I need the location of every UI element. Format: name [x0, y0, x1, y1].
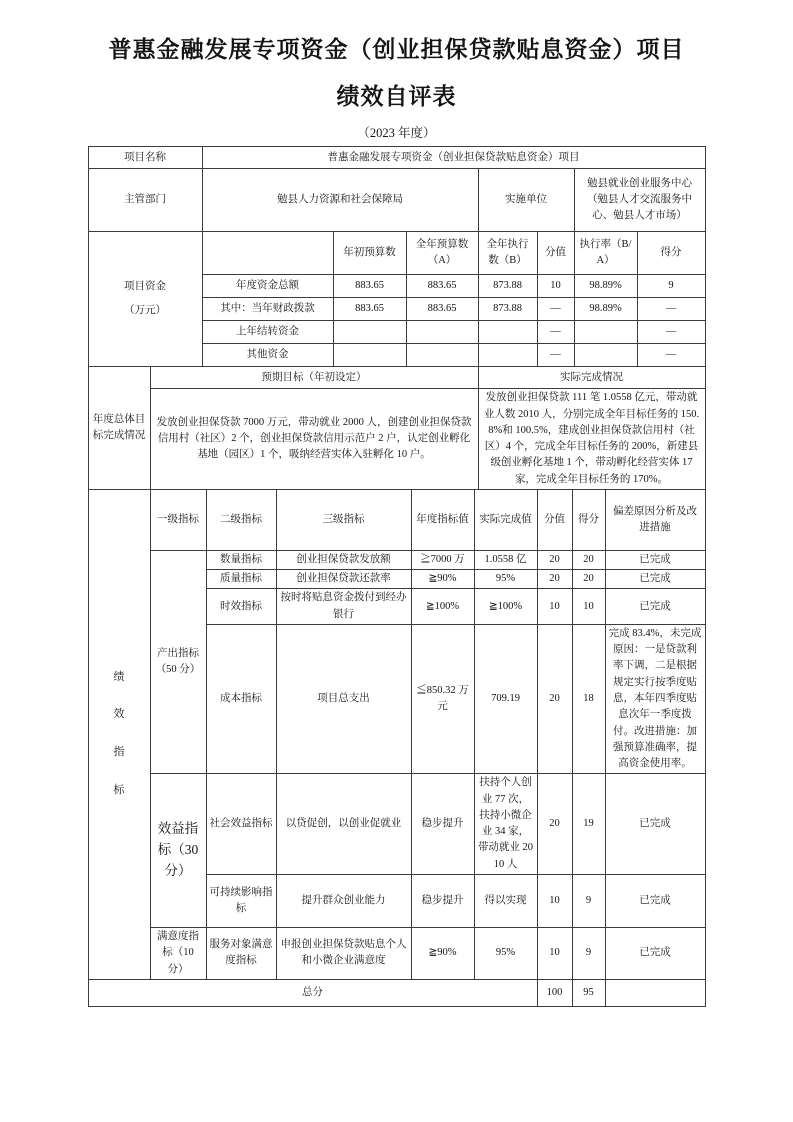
indicator-target: ≧100%	[411, 589, 474, 625]
fund-row-rate	[574, 344, 637, 367]
indicator-l3: 按时将贴息资金拨付到经办银行	[276, 589, 411, 625]
header-target: 年度指标值	[411, 489, 474, 550]
funds-label-line2: （万元）	[124, 305, 166, 317]
indicator-l3: 项目总支出	[276, 624, 411, 773]
header-level1: 一级指标	[150, 489, 206, 550]
indicator-deviation: 已完成	[605, 550, 705, 569]
project-name-label: 项目名称	[88, 147, 202, 169]
header-level3: 三级指标	[276, 489, 411, 550]
title-line-2: 绩效自评表	[336, 84, 457, 110]
indicator-score-value: 10	[537, 874, 572, 927]
indicator-target: ≧90%	[411, 927, 474, 979]
indicator-deviation: 已完成	[605, 874, 705, 927]
funds-header-exec: 全年执行数（B）	[478, 232, 537, 275]
impl-unit-value: 勉县就业创业服务中心（勉县人才交流服务中心、勉县人才市场）	[574, 169, 705, 232]
fund-row-exec: 873.88	[478, 275, 537, 298]
indicator-deviation: 已完成	[605, 570, 705, 589]
fund-row-full: 883.65	[406, 275, 478, 298]
indicator-l2: 社会效益指标	[206, 774, 276, 875]
fund-row-score-value: —	[537, 321, 574, 344]
indicator-l2: 时效指标	[206, 589, 276, 625]
indicator-l2: 数量指标	[206, 550, 276, 569]
fund-row-full	[406, 321, 478, 344]
indicator-l3: 创业担保贷款发放额	[276, 550, 411, 569]
indicator-score: 9	[572, 874, 605, 927]
table-row	[88, 774, 705, 875]
indicator-target: ≧7000 万	[411, 550, 474, 569]
total-score-value: 100	[537, 979, 572, 1006]
indicator-actual: ≧100%	[474, 589, 537, 625]
header-score-value: 分值	[537, 489, 572, 550]
fund-row-score: —	[637, 344, 705, 367]
total-deviation-blank	[605, 979, 705, 1006]
indicator-score: 9	[572, 927, 605, 979]
annual-goal-label: 年度总体目标完成情况	[88, 367, 150, 490]
indicator-deviation: 已完成	[605, 589, 705, 625]
header-level2: 二级指标	[206, 489, 276, 550]
title-line-1: 普惠金融发展专项资金（创业担保贷款贴息资金）项目	[108, 37, 685, 62]
perf-indicators-label: 绩效指标	[88, 489, 150, 979]
fund-row-exec: 873.88	[478, 298, 537, 321]
fund-row-name: 年度资金总额	[202, 275, 333, 298]
funds-header-score-value: 分值	[537, 232, 574, 275]
fund-row-rate: 98.89%	[574, 275, 637, 298]
funds-header-begin: 年初预算数	[333, 232, 406, 275]
fund-row-score-value: —	[537, 344, 574, 367]
dept-value: 勉县人力资源和社会保障局	[202, 169, 478, 232]
indicator-actual: 709.19	[474, 624, 537, 773]
indicator-l2: 质量指标	[206, 570, 276, 589]
indicator-score: 20	[572, 570, 605, 589]
indicator-score: 18	[572, 624, 605, 773]
fund-row-full	[406, 344, 478, 367]
annual-goal-table	[88, 366, 706, 490]
fund-row-exec	[478, 344, 537, 367]
indicator-target: 稳步提升	[411, 774, 474, 875]
indicator-l3: 申报创业担保贷款贴息个人和小微企业满意度	[276, 927, 411, 979]
indicator-score-value: 10	[537, 927, 572, 979]
expected-goal-header: 预期目标（年初设定）	[150, 367, 478, 389]
fund-row-rate	[574, 321, 637, 344]
fund-row-begin: 883.65	[333, 298, 406, 321]
fund-row-score-value: —	[537, 298, 574, 321]
fund-row-begin	[333, 344, 406, 367]
year-label: （2023 年度）	[357, 126, 436, 141]
fund-row-score: 9	[637, 275, 705, 298]
indicator-score-value: 10	[537, 589, 572, 625]
performance-indicators-table	[88, 489, 706, 1007]
indicator-l2: 成本指标	[206, 624, 276, 773]
fund-row-name: 其中：当年财政拨款	[202, 298, 333, 321]
indicator-actual: 95%	[474, 570, 537, 589]
indicator-l2: 服务对象满意度指标	[206, 927, 276, 979]
actual-result-header: 实际完成情况	[478, 367, 705, 389]
table-row	[88, 927, 705, 979]
fund-row-begin: 883.65	[333, 275, 406, 298]
indicator-actual: 扶持个人创业 77 次，扶持小微企业 34 家，带动就业 2010 人	[474, 774, 537, 875]
project-info-funds-table	[88, 146, 706, 367]
fund-row-score: —	[637, 298, 705, 321]
table-row	[88, 550, 705, 569]
indicator-deviation: 已完成	[605, 927, 705, 979]
fund-row-begin	[333, 321, 406, 344]
fund-row-score: —	[637, 321, 705, 344]
indicator-score-value: 20	[537, 550, 572, 569]
level1-output: 产出指标（50 分）	[150, 550, 206, 773]
fund-row-rate: 98.89%	[574, 298, 637, 321]
indicator-score: 19	[572, 774, 605, 875]
indicator-actual: 1.0558 亿	[474, 550, 537, 569]
indicator-target: 稳步提升	[411, 874, 474, 927]
indicator-deviation: 已完成	[605, 774, 705, 875]
header-score: 得分	[572, 489, 605, 550]
project-name-value: 普惠金融发展专项资金（创业担保贷款贴息资金）项目	[202, 147, 705, 169]
document-title	[40, 26, 753, 120]
indicator-score-value: 20	[537, 774, 572, 875]
indicator-score-value: 20	[537, 570, 572, 589]
indicator-score: 10	[572, 589, 605, 625]
header-deviation: 偏差原因分析及改进措施	[605, 489, 705, 550]
fund-row-name: 其他资金	[202, 344, 333, 367]
actual-result-text: 发放创业担保贷款 111 笔 1.0558 亿元，带动就业人数 2010 人，分别完成全年目标任务的 150.8%和 100.5%，建成创业担保贷款信用村（社区）4 个，完成全年目标任务的 200%，新建县级创业孵化基地 1 个，带动孵化经营实体 17 家，完成全年目标任务的 170%。	[478, 389, 705, 490]
funds-label-line1: 项目资金	[124, 281, 166, 293]
funds-section-label	[88, 232, 202, 367]
indicator-score-value: 20	[537, 624, 572, 773]
indicator-target: ≧90%	[411, 570, 474, 589]
total-score: 95	[572, 979, 605, 1006]
total-row	[88, 979, 705, 1006]
funds-header-score: 得分	[637, 232, 705, 275]
fund-row-score-value: 10	[537, 275, 574, 298]
level1-benefit: 效益指标（30 分）	[150, 774, 206, 928]
fund-row-exec	[478, 321, 537, 344]
fund-row-name: 上年结转资金	[202, 321, 333, 344]
indicator-l3: 以贷促创，以创业促就业	[276, 774, 411, 875]
indicator-l2: 可持续影响指标	[206, 874, 276, 927]
funds-corner-blank	[202, 232, 333, 275]
level1-satisfaction: 满意度指标（10 分）	[150, 927, 206, 979]
indicator-score: 20	[572, 550, 605, 569]
indicator-actual: 95%	[474, 927, 537, 979]
indicator-deviation: 完成 83.4%，未完成原因：一是贷款利率下调，二是根据规定实行按季度贴息，本年四季度贴息次年一季度拨付。改进措施：加强预算准确率，提高资金使用率。	[605, 624, 705, 773]
indicator-l3: 创业担保贷款还款率	[276, 570, 411, 589]
funds-header-rate: 执行率（B/A）	[574, 232, 637, 275]
dept-label: 主管部门	[88, 169, 202, 232]
impl-unit-label: 实施单位	[478, 169, 574, 232]
header-actual: 实际完成值	[474, 489, 537, 550]
indicator-l3: 提升群众创业能力	[276, 874, 411, 927]
total-label: 总分	[88, 979, 537, 1006]
expected-goal-text: 发放创业担保贷款 7000 万元，带动就业 2000 人，创建创业担保贷款信用村（社区）2 个，创业担保贷款信用示范户 2 户，认定创业孵化基地（园区）1 个，吸纳经营实体入驻孵化 10 户。	[150, 389, 478, 490]
funds-header-full: 全年预算数（A）	[406, 232, 478, 275]
fund-row-full: 883.65	[406, 298, 478, 321]
indicator-target: ≦850.32 万元	[411, 624, 474, 773]
indicator-actual: 得以实现	[474, 874, 537, 927]
